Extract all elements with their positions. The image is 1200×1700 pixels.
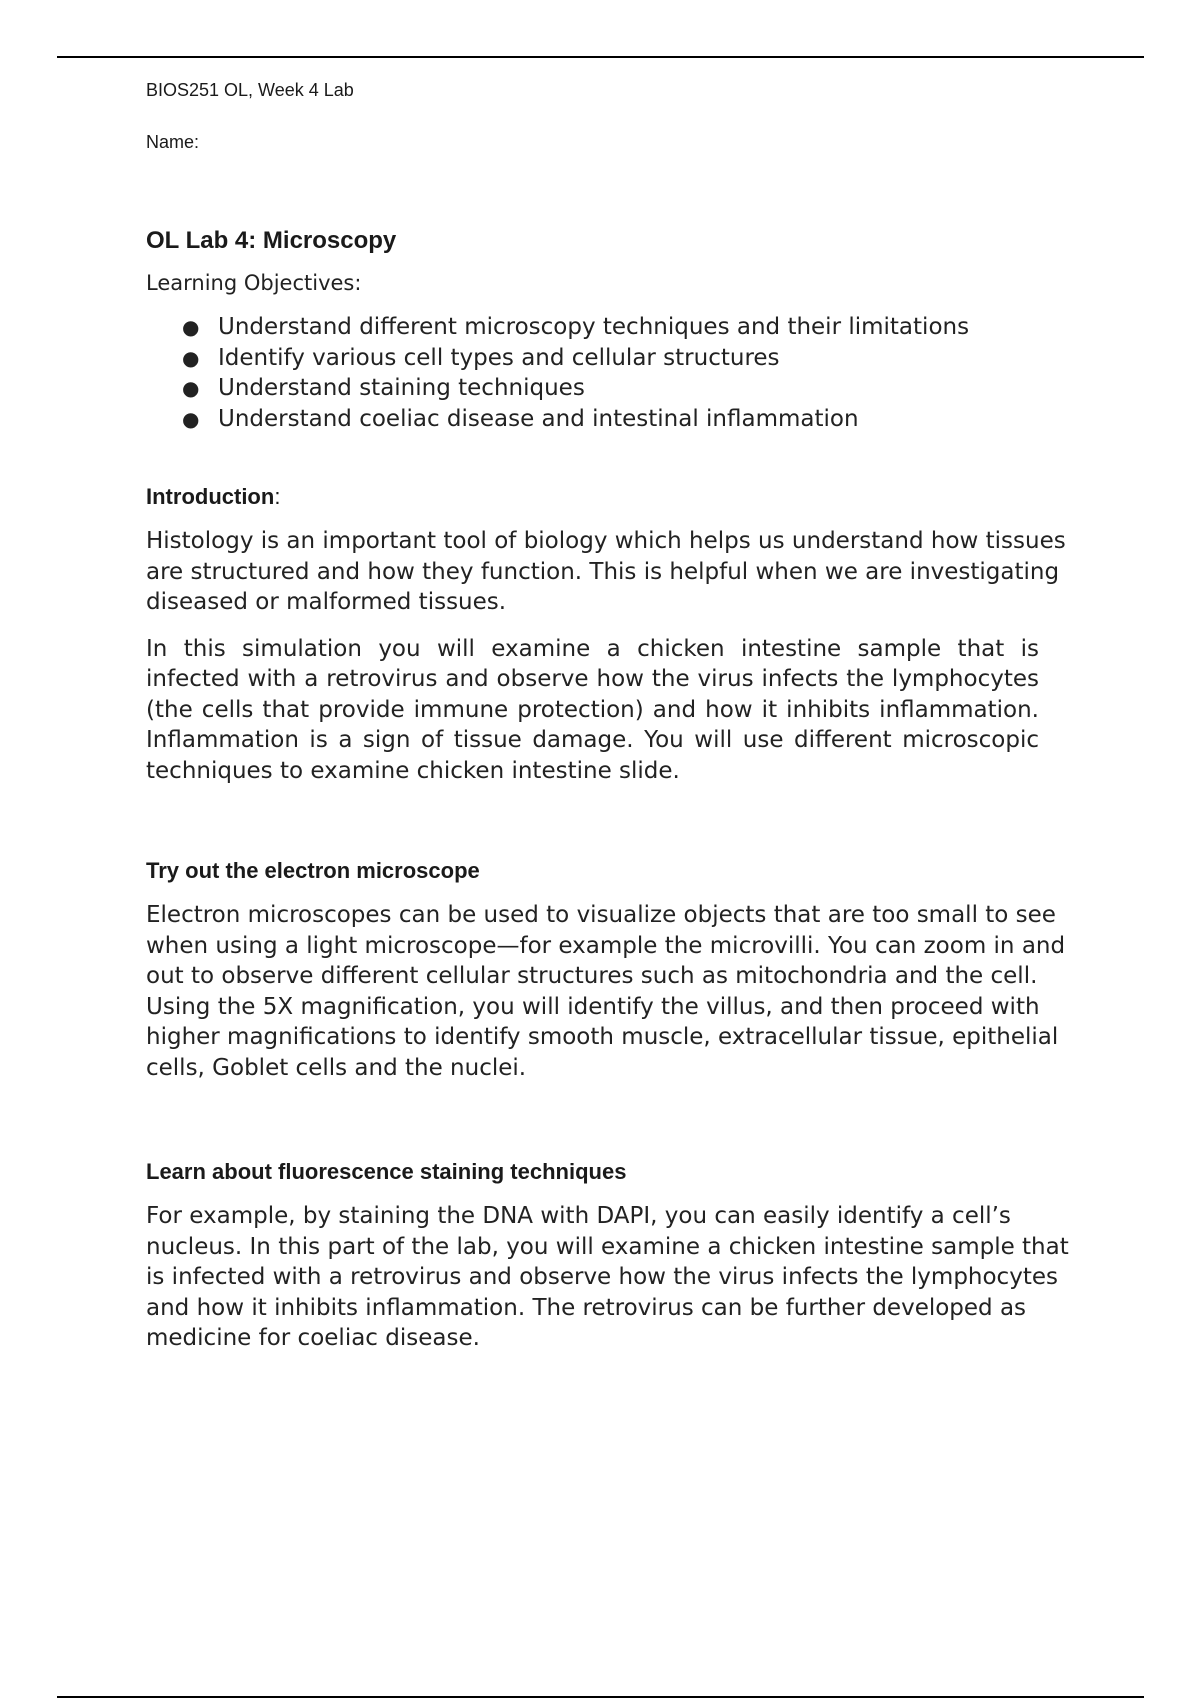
- name-label: Name:: [146, 132, 200, 152]
- bullet-icon: ●: [182, 406, 200, 431]
- header-divider-line: [57, 56, 1144, 58]
- course-header: BIOS251 OL, Week 4 Lab: [146, 80, 354, 100]
- objective-text: Identify various cell types and cellular structures: [218, 344, 780, 371]
- bullet-icon: ●: [182, 376, 200, 400]
- introduction-heading-text: Introduction: [146, 484, 275, 509]
- objective-text: Understand coeliac disease and intestinal inflammation: [218, 405, 859, 432]
- objective-text: Understand staining techniques: [218, 375, 585, 401]
- document-body: [146, 74, 1086, 1354]
- introduction-heading-colon: :: [274, 484, 281, 509]
- introduction-paragraph-1: Histology is an important tool of biology which helps us understand how tissues are structured and how they function. This is helpful when we are investigating diseased or malformed tissues.: [146, 528, 1066, 615]
- bullet-icon: ●: [182, 345, 200, 370]
- fluorescence-paragraph: For example, by staining the DNA with DAPI, you can easily identify a cell’s nucleus. In this part of the lab, you will examine a chicken intestine sample that is infected with a retrovirus and observe how the virus infects the lymphocytes and how it inhibits inflammation. The retrovirus can be further developed as medicine for coeliac disease.: [146, 1203, 1069, 1351]
- lab-title: OL Lab 4: Microscopy: [146, 227, 397, 254]
- objective-text: Understand different microscopy techniques and their limitations: [218, 314, 970, 340]
- learning-objectives-list: [146, 312, 1086, 434]
- objective-item: [146, 404, 1086, 435]
- learning-objectives-label: Learning Objectives:: [146, 271, 362, 295]
- electron-microscope-paragraph: Electron microscopes can be used to visualize objects that are too small to see when using a light microscope—for example the microvilli. You can zoom in and out to observe different cellular structures such as mitochondria and the cell. Using the 5X magnification, you will identify the villus, and then proceed with higher magnifications to identify smooth muscle, extracellular tissue, epithelial cells, Goblet cells and the nuclei.: [146, 902, 1066, 1081]
- introduction-heading: [146, 482, 1086, 512]
- objective-item: [146, 312, 1086, 343]
- electron-microscope-heading: Try out the electron microscope: [146, 858, 480, 883]
- bullet-icon: ●: [182, 315, 200, 339]
- fluorescence-heading: Learn about fluorescence staining techniques: [146, 1159, 627, 1184]
- objective-item: [146, 373, 1086, 404]
- introduction-paragraph-2: In this simulation you will examine a chicken intestine sample that is infected with a retrovirus and observe how the virus infects the lymphocytes (the cells that provide immune protection) and how it inhibits inflammation. Inflammation is a sign of tissue damage. You will use different microscopic techniques to examine chicken intestine slide.: [146, 635, 1039, 784]
- objective-item: [146, 343, 1086, 374]
- footer-divider-line: [57, 1696, 1144, 1698]
